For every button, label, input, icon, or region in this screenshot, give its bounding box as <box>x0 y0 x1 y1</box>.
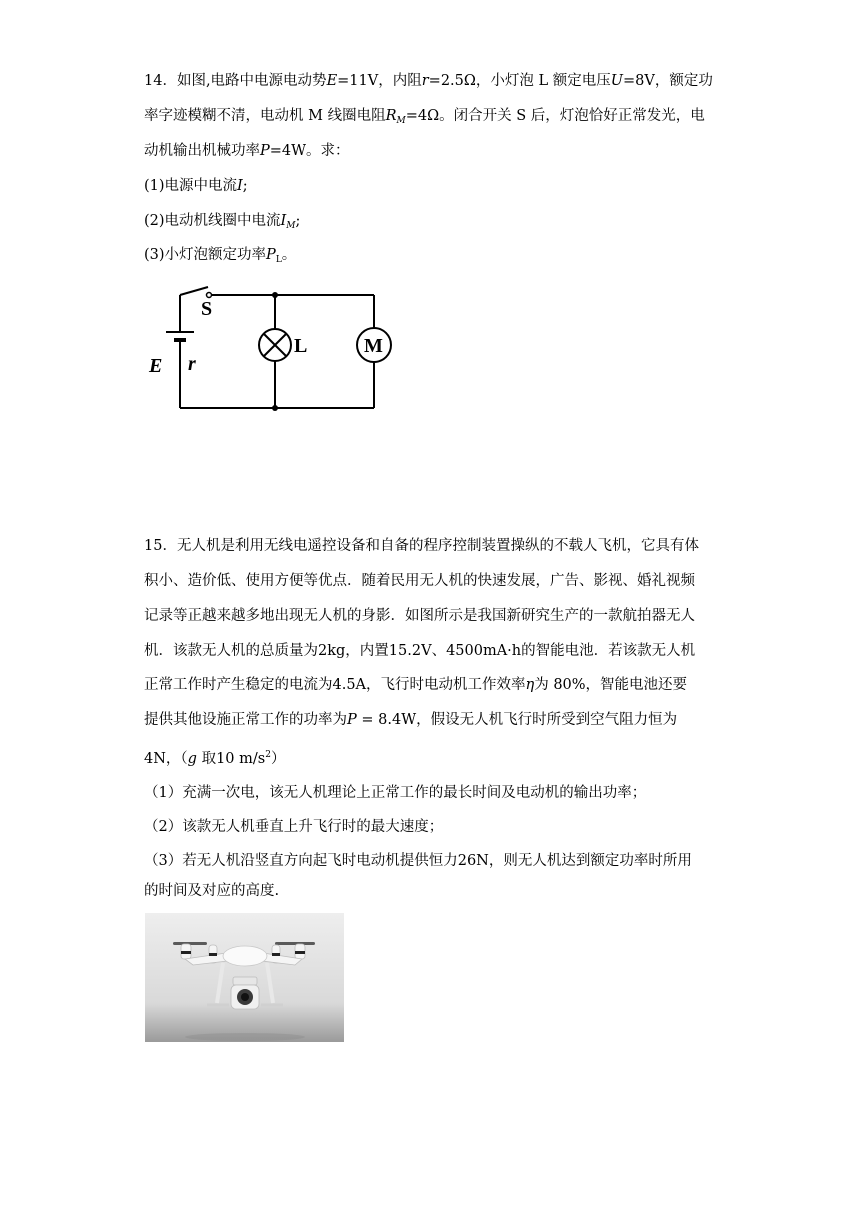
junction-dot-top <box>272 292 278 298</box>
q15-line-2: 积小、造价低、使用方便等优点．随着民用无人机的快速发展，广告、影视、婚礼视频 <box>144 573 695 589</box>
junction-dot-bottom <box>272 405 278 411</box>
lamp-label: L <box>294 335 308 357</box>
q14-sub-question-2: (2)电动机线圈中电流$I_M$; <box>144 213 301 231</box>
circuit-diagram <box>144 282 394 417</box>
q14-sub-question-1: (1)电源中电流I; <box>144 178 248 194</box>
emf-label: E <box>149 355 163 377</box>
q14-line-3: 动机输出机械功率P=4W。求： <box>144 143 350 159</box>
q15-line-5: 正常工作时产生稳定的电流为4.5A，飞行时电动机工作效率η为 80%，智能电池还要 <box>144 677 688 693</box>
q14-sub-question-3: (3)小灯泡额定功率$P_L$。 <box>144 247 297 265</box>
q14-number: 14． <box>144 73 177 89</box>
q15-sub-question-2: （2）该款无人机垂直上升飞行时的最大速度； <box>144 819 444 835</box>
q15-line-1: 15．无人机是利用无线电遥控设备和自备的程序控制装置操纵的不载人飞机，它具有体 <box>144 538 699 554</box>
q15-line-6: 提供其他设施正常工作的功率为P = 8.4W，假设无人机飞行时所受到空气阻力恒为 <box>144 712 678 728</box>
q15-sub-question-1: （1）充满一次电，该无人机理论上正常工作的最长时间及电动机的输出功率； <box>144 785 647 801</box>
motor-label: M <box>364 335 383 357</box>
drone-photo <box>145 913 344 1042</box>
switch-contact <box>207 293 212 298</box>
q15-line-3: 记录等正越来越多地出现无人机的身影．如图所示是我国新研究生产的一款航拍器无人 <box>144 608 695 624</box>
q14-line-2: 率字迹模糊不清，电动机 M 线圈电阻$R_M=4\Omega$。闭合开关 S 后，灯泡恰好正常发光，电 <box>144 108 705 126</box>
q15-sub-question-3-continued: 的时间及对应的高度. <box>144 883 280 899</box>
q15-sub-question-3: （3）若无人机沿竖直方向起飞时电动机提供恒力26N，则无人机达到额定功率时所用 <box>144 853 692 869</box>
switch-blade <box>180 287 208 295</box>
internal-resistance-label: r <box>188 353 196 375</box>
q15-line-7: 4N，（g 取10 $m/s^2$） <box>144 750 286 767</box>
q14-line-1: 14．如图,电路中电源电动势E=11V，内阻r=2.5Ω，小灯泡 L 额定电压U=8V，额定功 <box>144 73 713 89</box>
q15-line-4: 机．该款无人机的总质量为2kg，内置15.2V、4500mA·h的智能电池．若该款无人机 <box>144 643 696 659</box>
switch-label: S <box>201 298 213 320</box>
